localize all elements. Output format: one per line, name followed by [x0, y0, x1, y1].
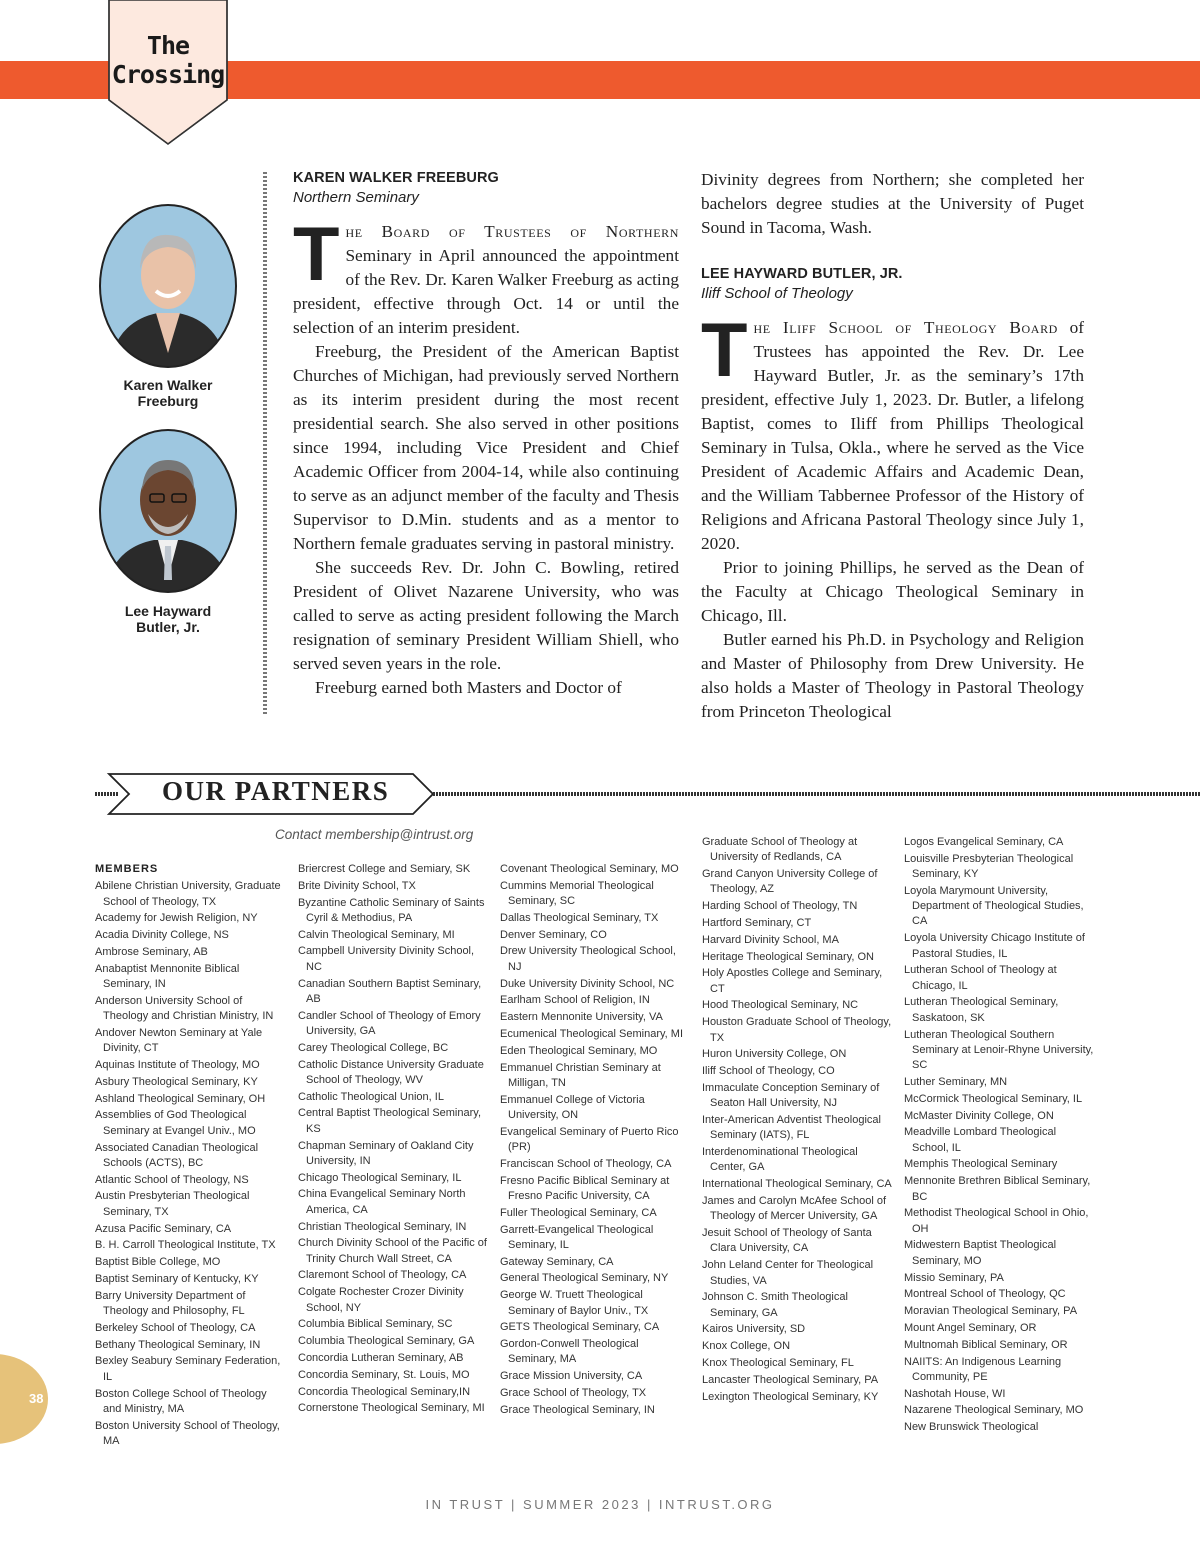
partner-item: Loyola Marymount University, Department of Theological Studies, CA	[904, 884, 1084, 928]
partner-item: Fuller Theological Seminary, CA	[500, 1206, 657, 1219]
partner-item: Aquinas Institute of Theology, MO	[95, 1059, 260, 1072]
partner-item: Grace Theological Seminary, IN	[500, 1403, 655, 1416]
partner-item: Hartford Seminary, CT	[702, 916, 812, 929]
contact-email: Contact membership@intrust.org	[275, 827, 474, 842]
partner-item: Emmanuel Christian Seminary at Milligan, TN	[500, 1061, 661, 1089]
partners-column-2	[298, 862, 488, 1418]
partner-list	[298, 862, 488, 1417]
partner-item: Duke University Divinity School, NC	[500, 977, 675, 990]
article-name: KAREN WALKER FREEBURG	[293, 170, 499, 186]
partner-item: Grand Canyon University College of Theology, AZ	[702, 868, 878, 896]
partner-item: Covenant Theological Seminary, MO	[500, 863, 679, 875]
partner-item: Associated Canadian Theological Schools (ACTS), BC	[95, 1141, 259, 1169]
partner-item: Knox College, ON	[702, 1340, 791, 1353]
partner-item: Ambrose Seminary, AB	[95, 945, 208, 958]
article-paragraph: Prior to joining Phillips, he served as the Dean of the Faculty at Chicago Theological Seminary in Chicago, Ill.	[701, 558, 1084, 625]
partner-item: Mennonite Brethren Biblical Seminary, BC	[904, 1175, 1091, 1203]
partner-item: Earlham School of Religion, IN	[500, 994, 650, 1007]
partner-item: Baptist Bible College, MO	[95, 1256, 221, 1269]
partner-item: McCormick Theological Seminary, IL	[904, 1092, 1083, 1105]
article-paragraph: The Iliff School of Theology Board of Trustees has appointed the Rev. Dr. Lee Hayward Butler, Jr. as the seminary’s 17th president, effective July 1, 2023. Dr. Butler, a lifelong Baptist, comes to Iliff from Phillips Theological Seminary in Tulsa, Okla., where he served as the Vice President of Academic Affairs and Academic Dean, and the William Tabbernee Professor of the History of Religions and Africana Pastoral Theology since July 1, 2020.	[701, 308, 1084, 553]
page-number: 38	[29, 1391, 44, 1406]
partner-item: Cornerstone Theological Seminary, MI	[298, 1402, 485, 1415]
partner-item: Anabaptist Mennonite Biblical Seminary, IN	[95, 962, 240, 991]
partner-item: Ecumenical Theological Seminary, MI	[500, 1027, 684, 1040]
partner-item: Asbury Theological Seminary, KY	[95, 1075, 258, 1088]
partner-item: Kairos University, SD	[702, 1323, 806, 1336]
partner-item: Catholic Distance University Graduate School of Theology, WV	[298, 1058, 484, 1086]
article-paragraph: Freeburg, the President of the American Baptist Churches of Michigan, had previously served Northern as its interim president during the most recent presidential search. She also served in other positions since 1994, including Vice President and Chief Academic Officer from 2004-14, while also continuing to serve as an adjunct member of the faculty and Thesis Supervisor to D.Min. students and as a mentor to Northern female graduates serving in pastoral ministry.	[293, 342, 679, 553]
partner-item: Lancaster Theological Seminary, PA	[702, 1373, 879, 1386]
partner-item: James and Carolyn McAfee School of Theology of Mercer University, GA	[702, 1195, 887, 1223]
lead-in: he Iliff School of Theology Board	[753, 318, 1058, 337]
portrait-karen-freeburg	[98, 203, 238, 369]
partner-item: Huron University College, ON	[702, 1048, 847, 1061]
partner-item: Johnson C. Smith Theological Seminary, GA	[702, 1291, 848, 1319]
caption-lee-butler: Lee Hayward Butler, Jr.	[124, 603, 212, 635]
partner-item: China Evangelical Seminary North America, CA	[298, 1188, 466, 1216]
partner-item: Cummins Memorial Theological Seminary, SC	[500, 879, 654, 908]
partner-item: Baptist Seminary of Kentucky, KY	[95, 1272, 259, 1285]
partner-item: Fresno Pacific Biblical Seminary at Fresno Pacific University, CA	[500, 1174, 670, 1202]
partner-item: Evangelical Seminary of Puerto Rico (PR)	[500, 1125, 679, 1154]
partner-item: Denver Seminary, CO	[500, 928, 607, 941]
partner-item: Louisville Presbyterian Theological Seminary, KY	[904, 852, 1074, 881]
partner-item: Ashland Theological Seminary, OH	[95, 1092, 266, 1105]
partner-item: Mount Angel Seminary, OR	[904, 1321, 1037, 1334]
partner-item: Candler School of Theology of Emory University, GA	[298, 1009, 481, 1037]
partner-item: Gateway Seminary, CA	[500, 1255, 614, 1268]
partner-item: Abilene Christian University, Graduate School of Theology, TX	[95, 880, 281, 908]
partner-item: Eastern Mennonite University, VA	[500, 1011, 663, 1024]
article-paragraph: Freeburg earned both Masters and Doctor of	[315, 678, 622, 697]
partner-item: Byzantine Catholic Seminary of Saints Cyril & Methodius, PA	[298, 896, 485, 924]
partners-column-5	[904, 835, 1094, 1437]
partner-item: Catholic Theological Union, IL	[298, 1090, 444, 1103]
partner-item: Missio Seminary, PA	[904, 1271, 1004, 1284]
partner-item: Azusa Pacific Seminary, CA	[95, 1222, 232, 1235]
partner-item: Colgate Rochester Crozer Divinity School, NY	[298, 1286, 464, 1314]
partner-item: Memphis Theological Seminary	[904, 1158, 1058, 1171]
partner-item: Concordia Lutheran Seminary, AB	[298, 1351, 464, 1364]
partner-list	[904, 835, 1094, 1435]
footer-text: IN TRUST | SUMMER 2023 | INTRUST.ORG	[425, 1497, 775, 1512]
partners-title: OUR PARTNERS	[162, 776, 390, 806]
article-continuation: Divinity degrees from Northern; she completed her bachelors degree studies at the University of Puget Sound in Tacoma, Wash.	[701, 170, 1084, 237]
partner-item: B. H. Carroll Theological Institute, TX	[95, 1239, 276, 1252]
partner-item: Boston College School of Theology and Ministry, MA	[95, 1387, 267, 1415]
partner-item: Brite Divinity School, TX	[298, 879, 416, 892]
partner-item: Moravian Theological Seminary, PA	[904, 1305, 1078, 1318]
article-paragraph: The Board of Trustees of Northern Seminary in April announced the appointment of the Rev. Dr. Karen Walker Freeburg as acting president, effective through Oct. 14 or until the selection of an interim president.	[293, 212, 679, 337]
partner-item: Drew University Theological School, NJ	[500, 945, 676, 973]
article-paragraph: Butler earned his Ph.D. in Psychology and Religion and Master of Philosophy from Drew University. He also holds a Master of Theology in Pastoral Theology from Princeton Theological	[701, 630, 1084, 721]
partner-item: Calvin Theological Seminary, MI	[298, 928, 455, 941]
portrait-lee-butler	[98, 428, 238, 594]
partner-item: Franciscan School of Theology, CA	[500, 1157, 672, 1170]
partner-item: Jesuit School of Theology of Santa Clara University, CA	[702, 1227, 872, 1255]
partner-item: Interdenominational Theological Center, GA	[702, 1146, 858, 1174]
partner-item: McMaster Divinity College, ON	[904, 1109, 1054, 1122]
partners-column-4	[702, 835, 892, 1406]
partner-item: Austin Presbyterian Theological Seminary, TX	[95, 1190, 250, 1218]
partner-item: Grace Mission University, CA	[500, 1370, 643, 1383]
partner-item: Central Baptist Theological Seminary, KS	[298, 1107, 482, 1135]
article-freeburg	[293, 168, 679, 700]
partner-item: GETS Theological Seminary, CA	[500, 1321, 660, 1334]
partner-list	[500, 862, 690, 1418]
partner-item: Houston Graduate School of Theology, TX	[702, 1016, 892, 1044]
partner-item: Briercrest College and Semiary, SK	[298, 863, 471, 875]
partner-item: Holy Apostles College and Seminary, CT	[702, 967, 883, 995]
lead-in: he Board of Trustees of Northern	[345, 222, 679, 241]
partner-item: Montreal School of Theology, QC	[904, 1288, 1066, 1301]
partner-item: International Theological Seminary, CA	[702, 1178, 892, 1191]
partner-item: Hood Theological Seminary, NC	[702, 999, 859, 1012]
members-heading: MEMBERS	[95, 863, 159, 875]
partner-item: Concordia Seminary, St. Louis, MO	[298, 1368, 470, 1381]
partner-item: Concordia Theological Seminary,IN	[298, 1385, 471, 1398]
article-paragraph: She succeeds Rev. Dr. John C. Bowling, retired President of Olivet Nazarene University, who was called to serve as acting president following the March resignation of seminary President William Shiell, who served seven years in the role.	[293, 558, 679, 673]
partner-item: Church Divinity School of the Pacific of Trinity Church Wall Street, CA	[298, 1237, 487, 1265]
partner-item: Luther Seminary, MN	[904, 1075, 1008, 1088]
partner-item: Bexley Seabury Seminary Federation, IL	[95, 1355, 281, 1383]
the-crossing-logo	[108, 0, 228, 146]
partner-item: Gordon-Conwell Theological Seminary, MA	[500, 1338, 639, 1366]
partner-item: Dallas Theological Seminary, TX	[500, 911, 659, 924]
partner-item: Iliff School of Theology, CO	[702, 1065, 835, 1078]
partner-item: Columbia Theological Seminary, GA	[298, 1335, 475, 1348]
partner-item: Claremont School of Theology, CA	[298, 1269, 467, 1282]
partner-item: John Leland Center for Theological Studies, VA	[702, 1259, 874, 1287]
partner-item: Chicago Theological Seminary, IL	[298, 1171, 462, 1184]
logo-line-2: Crossing	[111, 60, 225, 89]
partner-item: Midwestern Baptist Theological Seminary, MO	[904, 1239, 1057, 1267]
partner-item: Logos Evangelical Seminary, CA	[904, 836, 1064, 848]
partner-list	[702, 835, 892, 1405]
logo-line-1: The	[146, 31, 190, 60]
partner-item: Grace School of Theology, TX	[500, 1387, 647, 1399]
partner-item: Nazarene Theological Seminary, MO	[904, 1404, 1084, 1417]
article-name: LEE HAYWARD BUTLER, JR.	[701, 266, 903, 282]
partner-item: Christian Theological Seminary, IN	[298, 1220, 467, 1233]
caption-karen-freeburg: Karen Walker Freeburg	[123, 377, 213, 409]
partner-item: New Brunswick Theological	[904, 1421, 1039, 1434]
partner-item: Academy for Jewish Religion, NY	[95, 912, 258, 925]
partner-item: General Theological Seminary, NY	[500, 1272, 669, 1285]
partner-item: Nashotah House, WI	[904, 1387, 1006, 1400]
partner-item: Garrett-Evangelical Theological Seminary, IL	[500, 1223, 654, 1251]
partner-item: Lutheran Theological Southern Seminary at Lenoir-Rhyne University, SC	[904, 1028, 1094, 1072]
partner-item: Loyola University Chicago Institute of Pastoral Studies, IL	[904, 932, 1085, 960]
partner-item: Chapman Seminary of Oakland City University, IN	[298, 1139, 474, 1167]
partner-item: Assemblies of God Theological Seminary at Evangel Univ., MO	[95, 1109, 256, 1137]
partner-item: Harding School of Theology, TN	[702, 900, 858, 913]
partner-item: Barry University Department of Theology and Philosophy, FL	[95, 1289, 246, 1318]
partners-column-1	[95, 862, 285, 1451]
partner-item: Anderson University School of Theology and Christian Ministry, IN	[95, 994, 274, 1023]
partner-item: Knox Theological Seminary, FL	[702, 1357, 854, 1369]
partner-item: Campbell University Divinity School, NC	[298, 945, 475, 973]
partner-item: Heritage Theological Seminary, ON	[702, 950, 875, 963]
drop-cap: T	[293, 212, 340, 297]
column-divider	[263, 172, 267, 716]
partner-list	[95, 879, 285, 1449]
partner-item: Multnomah Biblical Seminary, OR	[904, 1338, 1068, 1351]
drop-cap: T	[701, 308, 748, 393]
partner-item: Immaculate Conception Seminary of Seaton Hall University, NJ	[702, 1081, 880, 1110]
partner-item: Boston University School of Theology, MA	[95, 1419, 280, 1447]
partner-item: Inter-American Adventist Theological Seminary (IATS), FL	[702, 1114, 881, 1142]
partner-item: Lutheran Theological Seminary, Saskatoon, SK	[904, 996, 1059, 1024]
article-institution: Northern Seminary	[293, 189, 419, 206]
partner-item: Andover Newton Seminary at Yale Divinity, CT	[95, 1026, 263, 1055]
partner-item: Emmanuel College of Victoria University, ON	[500, 1093, 645, 1121]
partner-item: Berkeley School of Theology, CA	[95, 1321, 256, 1334]
partner-item: Lutheran School of Theology at Chicago, IL	[904, 964, 1057, 992]
partner-item: Eden Theological Seminary, MO	[500, 1044, 658, 1057]
article-institution: Iliff School of Theology	[701, 285, 853, 302]
partner-item: Methodist Theological School in Ohio, OH	[904, 1207, 1089, 1235]
article-butler	[701, 168, 1084, 724]
partner-item: Acadia Divinity College, NS	[95, 929, 229, 942]
partner-item: Graduate School of Theology at University of Redlands, CA	[702, 836, 858, 864]
partners-column-3	[500, 862, 690, 1420]
partner-item: George W. Truett Theological Seminary of Baylor Univ., TX	[500, 1289, 649, 1317]
partner-item: Carey Theological College, BC	[298, 1041, 449, 1054]
partner-item: Atlantic School of Theology, NS	[95, 1173, 249, 1186]
partner-item: NAIITS: An Indigenous Learning Community, PE	[904, 1355, 1062, 1383]
partner-item: Columbia Biblical Seminary, SC	[298, 1318, 453, 1331]
partner-item: Meadville Lombard Theological School, IL	[904, 1126, 1057, 1154]
partner-item: Bethany Theological Seminary, IN	[95, 1338, 261, 1351]
partner-item: Canadian Southern Baptist Seminary, AB	[298, 977, 482, 1005]
partner-item: Harvard Divinity School, MA	[702, 933, 839, 946]
partner-item: Lexington Theological Seminary, KY	[702, 1390, 879, 1403]
